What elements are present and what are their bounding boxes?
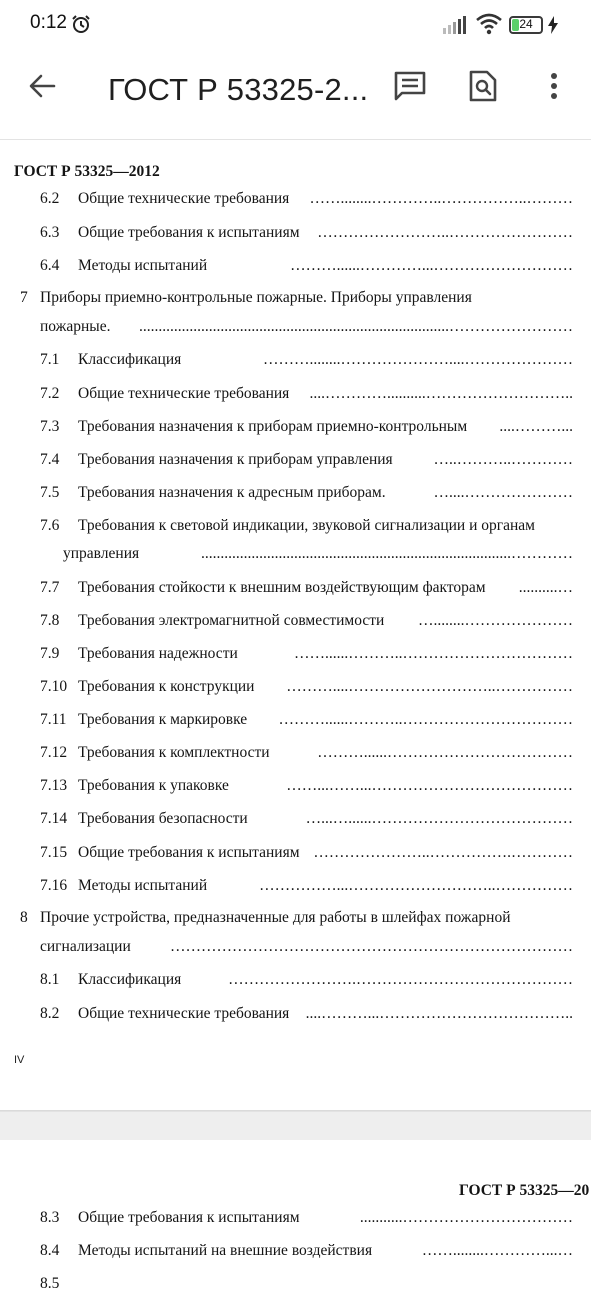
toc-entry-title: Требования безопасности xyxy=(78,810,248,827)
toc-leader-dots: ……………………..…………………… xyxy=(317,224,573,241)
toc-leader-dots: ………..……………..…………........…… xyxy=(309,190,573,207)
toc-entry-title: Требования к световой индикации, звуковой сигнализации и органам xyxy=(78,517,535,534)
page-running-header: ГОСТ Р 53325—2012 xyxy=(14,163,160,180)
toc-entry-number: 7.12 xyxy=(40,744,68,761)
toc-entry-number: 8.4 xyxy=(40,1242,60,1259)
status-bar xyxy=(0,0,591,52)
toc-entry-title: Общие требования к испытаниям xyxy=(78,224,300,241)
app-bar xyxy=(0,52,591,140)
toc-entry[interactable] xyxy=(40,971,573,993)
toc-entry-title: Прочие устройства, предназначенные для работы в шлейфах пожарной xyxy=(40,909,511,926)
toc-entry-number: 7.16 xyxy=(40,877,68,894)
status-time: 0:12 xyxy=(30,12,67,33)
toc-leader-dots: ……………………................................................................................ xyxy=(139,318,573,335)
toc-entry[interactable] xyxy=(40,1209,573,1231)
toc-entry-title: Общие требования к испытаниям xyxy=(78,844,300,861)
toc-entry-title: Требования к конструкции xyxy=(78,678,255,695)
toc-entry[interactable] xyxy=(40,385,573,407)
toc-entry-number: 8.1 xyxy=(40,971,60,988)
toc-leader-dots: ……………..………………………....……… xyxy=(286,678,573,695)
toc-leader-dots: …………..………..… xyxy=(433,451,573,468)
toc-entry[interactable] xyxy=(40,1275,573,1297)
toc-entry-title: Требования к упаковке xyxy=(78,777,229,794)
toc-leader-dots: …………………………………...……...…… xyxy=(286,777,573,794)
toc-entry[interactable] xyxy=(40,612,573,634)
document-page[interactable] xyxy=(0,140,591,1112)
toc-leader-dots: …………………....…………………........……… xyxy=(263,351,573,368)
signal-icon xyxy=(443,16,469,39)
toc-leader-dots: …………………………………….…………………… xyxy=(228,971,573,988)
toc-entry-title: Требования электромагнитной совместимости xyxy=(78,612,385,629)
toc-entry-title: Методы испытаний xyxy=(78,257,208,274)
toc-entry[interactable] xyxy=(40,645,573,667)
page-number: IV xyxy=(14,1054,25,1066)
toc-entry-number: 7.2 xyxy=(40,385,60,402)
toc-entry-title: сигнализации xyxy=(40,938,131,955)
toc-entry-number: 6.2 xyxy=(40,190,60,207)
toc-entry[interactable] xyxy=(40,1005,573,1027)
toc-entry-number: 7.10 xyxy=(40,678,68,695)
alarm-icon xyxy=(71,14,91,39)
toc-entry[interactable] xyxy=(20,909,573,931)
toc-leader-dots: …...…………........…… xyxy=(421,1242,573,1259)
back-button[interactable] xyxy=(22,66,62,106)
toc-leader-dots: …………………………………………………………………… xyxy=(170,938,573,955)
toc-entry-title: Методы испытаний xyxy=(78,877,208,894)
toc-entry[interactable] xyxy=(40,257,573,279)
toc-entry[interactable] xyxy=(40,451,573,473)
toc-entry-title: Общие требования к испытаниям xyxy=(78,1209,300,1226)
toc-leader-dots: ..………………………..........………….... xyxy=(309,385,573,402)
toc-entry-number: 7.15 xyxy=(40,844,68,861)
toc-entry[interactable] xyxy=(40,777,573,799)
toc-leader-dots: ……………………………........... xyxy=(359,1209,573,1226)
toc-entry[interactable] xyxy=(40,844,573,866)
toc-entry[interactable] xyxy=(20,318,573,340)
toc-entry[interactable] xyxy=(40,1242,573,1264)
toc-entry-title: Общие технические требования xyxy=(78,385,290,402)
back-arrow-icon xyxy=(28,74,56,98)
toc-entry-number: 7.6 xyxy=(40,517,60,534)
toc-entry-title: Требования к комплектности xyxy=(78,744,270,761)
toc-entry-number: 8.5 xyxy=(40,1275,60,1292)
more-options-button[interactable] xyxy=(534,66,574,106)
toc-leader-dots: ….......... xyxy=(518,579,573,596)
toc-entry-number: 8.2 xyxy=(40,1005,60,1022)
toc-entry-number: 7.4 xyxy=(40,451,60,468)
toc-leader-dots: ...……….... xyxy=(499,418,573,435)
toc-entry-title: Требования назначения к приборам приемно-контрольным xyxy=(78,418,468,435)
toc-entry-number: 7.7 xyxy=(40,579,60,596)
toc-entry-title: Требования назначения к адресным приборам. xyxy=(78,484,386,501)
toc-leader-dots: ……………………………..………......……… xyxy=(278,711,573,728)
toc-entry-number: 8 xyxy=(20,909,28,926)
toc-entry-title: Методы испытаний на внешние воздействия xyxy=(78,1242,373,1259)
toc-entry-title: Требования надежности xyxy=(78,645,238,662)
toc-leader-dots: …………………........… xyxy=(418,612,573,629)
toc-entry-number: 7.3 xyxy=(40,418,60,435)
toc-entry[interactable] xyxy=(40,744,573,766)
toc-entry-number: 8.3 xyxy=(40,1209,60,1226)
toc-entry[interactable] xyxy=(40,810,573,832)
wifi-icon xyxy=(476,13,502,40)
toc-entry[interactable] xyxy=(40,418,573,440)
toc-entry-number: 6.3 xyxy=(40,224,60,241)
toc-entry[interactable] xyxy=(40,224,573,246)
toc-entry[interactable] xyxy=(40,678,573,700)
toc-entry[interactable] xyxy=(40,484,573,506)
toc-entry[interactable] xyxy=(40,517,573,539)
find-in-page-button[interactable] xyxy=(463,66,503,106)
toc-entry[interactable] xyxy=(40,351,573,373)
toc-entry[interactable] xyxy=(40,190,573,212)
toc-leader-dots: ..………………………………...……….... xyxy=(305,1005,573,1022)
document-title: ГОСТ Р 53325-2... xyxy=(108,72,369,107)
toc-leader-dots: ……………..………………………...…………… xyxy=(259,877,573,894)
toc-entry[interactable] xyxy=(20,938,573,960)
page-running-header-next: ГОСТ Р 53325—20 xyxy=(459,1182,590,1199)
toc-entry[interactable] xyxy=(20,545,573,567)
charging-icon xyxy=(547,16,559,39)
toc-entry-title: пожарные. xyxy=(40,318,111,335)
toc-entry-number: 7.9 xyxy=(40,645,60,662)
toc-leader-dots: …………………………………......…...… xyxy=(305,810,573,827)
document-page-next[interactable] xyxy=(0,1140,591,1292)
toc-entry-title: Приборы приемно-контрольные пожарные. Приборы управления xyxy=(40,289,472,306)
page-gap xyxy=(0,1112,591,1140)
toc-entry-number: 7.14 xyxy=(40,810,68,827)
toc-entry-title: Классификация xyxy=(78,351,182,368)
toc-entry[interactable] xyxy=(40,579,573,601)
comments-icon xyxy=(394,71,426,101)
toc-entry-number: 7 xyxy=(20,289,28,306)
toc-entry-title: Общие технические требования xyxy=(78,1005,290,1022)
toc-entry-title: Требования к маркировке xyxy=(78,711,248,728)
toc-entry-number: 7.5 xyxy=(40,484,60,501)
toc-entry-number: 7.11 xyxy=(40,711,67,728)
toc-leader-dots: ……………………………..………......…… xyxy=(294,645,573,662)
battery-icon xyxy=(509,16,543,34)
toc-leader-dots: ………………………...…………......……… xyxy=(290,257,573,274)
toc-entry-number: 7.13 xyxy=(40,777,68,794)
more-vert-icon xyxy=(550,72,558,100)
toc-entry[interactable] xyxy=(40,877,573,899)
toc-entry-number: 7.8 xyxy=(40,612,60,629)
toc-entry-title: управления xyxy=(63,545,140,562)
toc-leader-dots: …………………....… xyxy=(433,484,573,501)
toc-entry-title: Требования назначения к приборам управления xyxy=(78,451,393,468)
toc-entry-title: Классификация xyxy=(78,971,182,988)
find-in-page-icon xyxy=(469,70,497,102)
toc-leader-dots: ………….……………..………………… xyxy=(313,844,573,861)
toc-entry-number: 7.1 xyxy=(40,351,60,368)
toc-entry[interactable] xyxy=(40,711,573,733)
toc-entry[interactable] xyxy=(20,289,573,311)
toc-leader-dots: ………………………………......……… xyxy=(317,744,573,761)
toc-entry-title: Требования стойкости к внешним воздействующим факторам xyxy=(78,579,486,596)
toc-leader-dots: …………................................................................................ xyxy=(201,545,573,562)
comments-button[interactable] xyxy=(390,66,430,106)
toc-entry-number: 6.4 xyxy=(40,257,60,274)
toc-entry-title: Общие технические требования xyxy=(78,190,290,207)
battery-percent: 24 xyxy=(519,17,533,31)
